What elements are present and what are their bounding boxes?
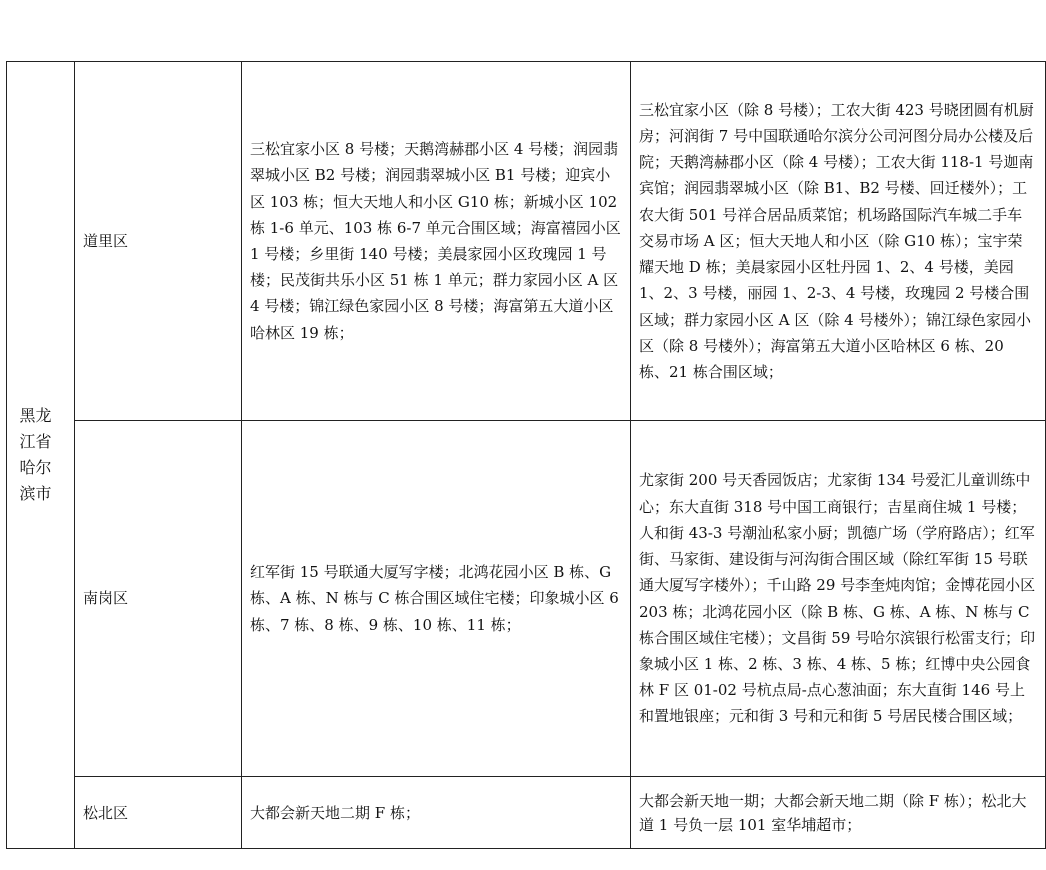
medium-risk-areas-cell: 三松宜家小区（除 8 号楼）；工农大街 423 号晓团圆有机厨房；河润街 7 号中国联通哈尔滨分公司河图分局办公楼及后院；天鹅湾赫郡小区（除 4 号楼）；工农大街 118-1 号迦南宾馆；润园翡翠城小区（除 B1、B2 号楼、回迁楼外）；工农大街 501 号祥合居品质菜馆；机场路国际汽车城二手车交易市场 A 区；恒大天地人和小区（除 G10 栋）；宝宇荣耀天地 D 栋；美晨家园小区牡丹园 1、2、4 号楼，美园 1、2、3 号楼，丽园 1、2-3、4 号楼，玫瑰园 2 号楼合围区域；群力家园小区 A 区（除 4 号楼外）；锦江绿色家园小区（除 8 号楼外）；海富第五大道小区哈林区 6 栋、20 栋、21 栋合围区域； xyxy=(631,62,1046,421)
medium-risk-areas-cell: 大都会新天地一期；大都会新天地二期（除 F 栋）；松北大道 1 号负一层 101 室华埔超市； xyxy=(631,777,1046,849)
table-row xyxy=(7,777,1046,849)
medium-risk-areas-cell: 尤家街 200 号天香园饭店；尤家街 134 号爱汇儿童训练中心；东大直街 318 号中国工商银行；吉星商住城 1 号楼；人和街 43-3 号潮汕私家小厨；凯德广场（学府路店）；红军街、马家街、建设街与河沟街合围区域（除红军街 15 号联通大厦写字楼外）；千山路 29 号李奎炖肉馆；金博花园小区 203 栋；北鸿花园小区（除 B 栋、G 栋、A 栋、N 栋与 C 栋合围区域住宅楼）；文昌街 59 号哈尔滨银行松雷支行；印象城小区 1 栋、2 栋、3 栋、4 栋、5 栋；红博中央公园食林 F 区 01-02 号杭点局-点心葱油面；东大直街 146 号上和置地银座；元和街 3 号和元和街 5 号居民楼合围区域； xyxy=(631,421,1046,777)
district-cell: 道里区 xyxy=(75,62,242,421)
risk-area-table xyxy=(6,61,1046,849)
province-city-cell xyxy=(7,62,75,849)
table-row xyxy=(7,421,1046,777)
province-city-label: 黑龙江省哈尔滨市 xyxy=(19,406,52,503)
table-row xyxy=(7,62,1046,421)
district-cell: 松北区 xyxy=(75,777,242,849)
high-risk-areas-cell: 三松宜家小区 8 号楼；天鹅湾赫郡小区 4 号楼；润园翡翠城小区 B2 号楼；润园翡翠城小区 B1 号楼；迎宾小区 103 栋；恒大天地人和小区 G10 栋；新城小区 102 栋 1-6 单元、103 栋 6-7 单元合围区域；海富禧园小区 1 号楼；乡里街 140 号楼；美晨家园小区玫瑰园 1 号楼；民茂街共乐小区 51 栋 1 单元；群力家园小区 A 区 4 号楼；锦江绿色家园小区 8 号楼；海富第五大道小区哈林区 19 栋； xyxy=(242,62,631,421)
high-risk-areas-cell: 红军街 15 号联通大厦写字楼；北鸿花园小区 B 栋、G 栋、A 栋、N 栋与 C 栋合围区域住宅楼；印象城小区 6 栋、7 栋、8 栋、9 栋、10 栋、11 栋； xyxy=(242,421,631,777)
high-risk-areas-cell: 大都会新天地二期 F 栋； xyxy=(242,777,631,849)
district-cell: 南岗区 xyxy=(75,421,242,777)
